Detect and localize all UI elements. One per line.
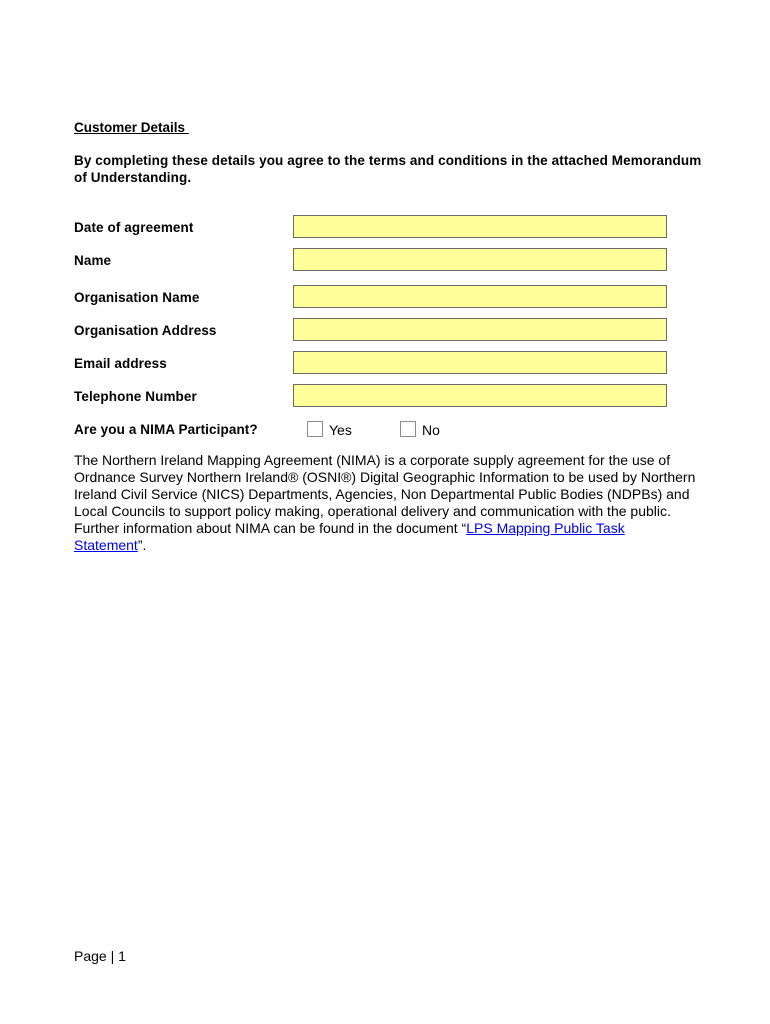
- nima-no-checkbox[interactable]: [400, 421, 416, 437]
- email-address-label: Email address: [74, 356, 167, 371]
- name-label: Name: [74, 253, 112, 268]
- nima-description-text: The Northern Ireland Mapping Agreement (NIMA) is a corporate supply agreement for the use of Ordnance Survey Northern Ireland® (OSNI®) Digital Geographic Information to be used by Northern Ireland Civil Service (NICS) Departments, Agencies, Non Departmental Public Bodies (NDPBs) and Local Councils to support policy making, operational delivery and communication with the public. Further information about NIMA can be found in the document “: [74, 452, 696, 536]
- intro-statement: By completing these details you agree to the terms and conditions in the attached Memorandum of Understanding.: [74, 153, 702, 185]
- nima-no-label[interactable]: No: [422, 422, 440, 438]
- page-number: Page | 1: [74, 948, 126, 964]
- nima-description: [74, 452, 699, 554]
- telephone-number-input[interactable]: [293, 384, 667, 407]
- nima-yes-checkbox[interactable]: [307, 421, 323, 437]
- name-input[interactable]: [293, 248, 667, 271]
- email-address-input[interactable]: [293, 351, 667, 374]
- nima-participant-question: Are you a NIMA Participant?: [74, 422, 258, 437]
- nima-description-closing: ”.: [137, 537, 147, 553]
- section-heading: Customer Details: [74, 120, 189, 135]
- organisation-address-label: Organisation Address: [74, 323, 217, 338]
- date-of-agreement-label: Date of agreement: [74, 220, 194, 235]
- nima-participant-row: [74, 420, 674, 440]
- field-row-organisation-name: [74, 285, 674, 311]
- date-of-agreement-input[interactable]: [293, 215, 667, 238]
- nima-yes-label[interactable]: Yes: [329, 422, 352, 438]
- organisation-name-label: Organisation Name: [74, 290, 200, 305]
- lps-mapping-public-task-statement-link[interactable]: LPS Mapping Public Task Statement: [74, 520, 625, 553]
- organisation-name-input[interactable]: [293, 285, 667, 308]
- organisation-address-input[interactable]: [293, 318, 667, 341]
- telephone-number-label: Telephone Number: [74, 389, 197, 404]
- field-row-name: [74, 248, 674, 274]
- field-row-organisation-address: [74, 318, 674, 344]
- field-row-date-of-agreement: [74, 215, 674, 241]
- field-row-telephone-number: [74, 384, 674, 410]
- field-row-email-address: [74, 351, 674, 377]
